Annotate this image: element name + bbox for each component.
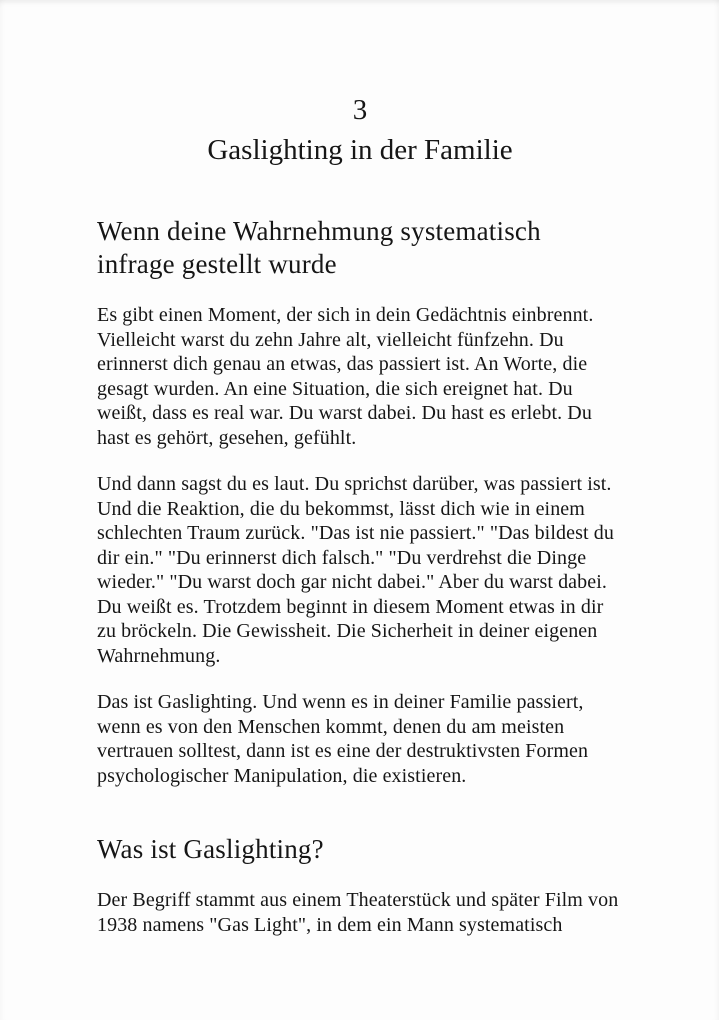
chapter-number: 3 [352,94,368,126]
page-content [97,215,623,937]
paragraph: Und dann sagst du es laut. Du sprichst darüber, was passiert ist. Und die Reaktion, die du bekommst, lässt dich wie in einem schlechten Traum zurück. "Das ist nie passiert." "Das bildest du dir ein." "Du erinnerst dich falsch." "Du verdrehst die Dinge wieder." "Du warst doch gar nicht dabei." Aber du warst dabei. Du weißt es. Trotzdem beginnt in diesem Moment etwas in dir zu bröckeln. Die Gewissheit. Die Sicherheit in deiner eigenen Wahrnehmung. [97,473,614,667]
paragraph: Es gibt einen Moment, der sich in dein Gedächtnis einbrennt. Vielleicht warst du zehn Jahre alt, vielleicht fünfzehn. Du erinnerst dich genau an etwas, das passiert ist. An Worte, die gesagt wurden. An eine Situation, die sich ereignet hat. Du weißt, dass es real war. Du warst dabei. Du hast es erlebt. Du hast es gehört, gesehen, gefühlt. [97,304,594,449]
section-heading-perception: Wenn deine Wahrnehmung systematisch infrage gestellt wurde [97,216,541,279]
section-heading-definition: Was ist Gaslighting? [97,834,324,864]
chapter-header [97,90,623,170]
paragraph: Der Begriff stammt aus einem Theaterstück und später Film von 1938 namens "Gas Light", in dem ein Mann systematisch [97,889,619,936]
chapter-title: Gaslighting in der Familie [207,134,513,166]
paragraph: Das ist Gaslighting. Und wenn es in deiner Familie passiert, wenn es von den Menschen kommt, denen du am meisten vertrauen solltest, dann ist es eine der destruktivsten Formen psychologischer Manipulation, die existieren. [97,691,589,787]
